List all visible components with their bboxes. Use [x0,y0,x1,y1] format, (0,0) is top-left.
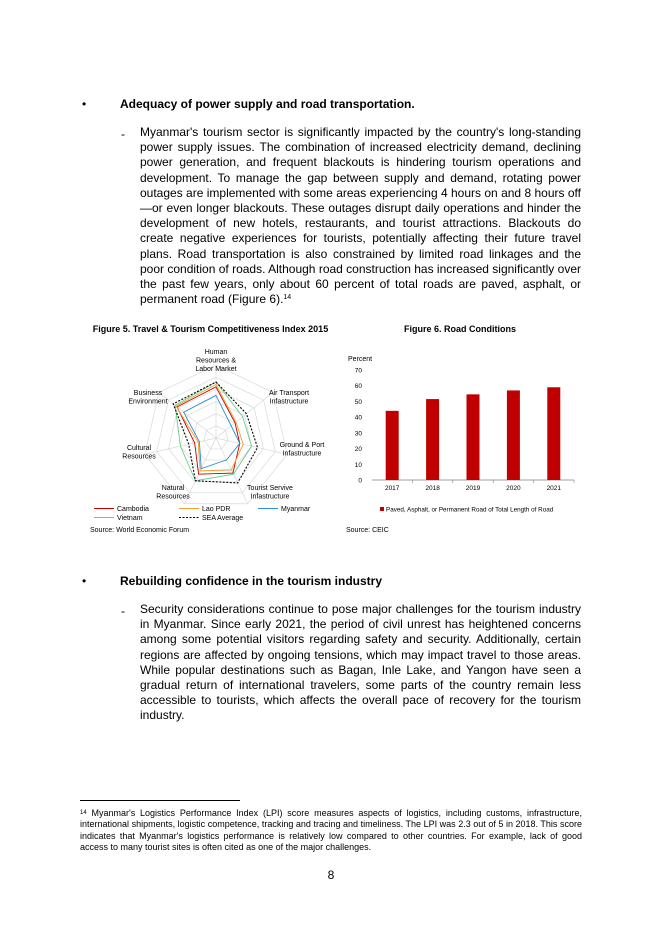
radar-axis-label-line: Environment [128,398,168,406]
dash-marker: - [121,604,125,618]
radar-axis-label [247,485,293,501]
dash-marker: - [121,127,125,141]
radar-axis-label-line: Human [204,349,228,356]
y-tick-label: 50 [354,398,362,406]
page-number: 8 [327,868,335,882]
radar-axis-label-line: Resources [122,453,156,461]
radar-axis-label-line: Infastructure [269,398,309,406]
bullet-marker: • [82,97,87,111]
x-tick-label: 2021 [546,485,562,492]
section-heading-confidence: Rebuilding confidence in the tourism industry [120,574,383,588]
legend-label: Cambodia [117,506,149,513]
legend-label: SEA Average [202,515,244,522]
radar-axis-label-line: Infastructure [282,450,322,458]
footnote [80,808,582,853]
footnote-mark: 14 [80,810,87,816]
radar-axis-label-line: Labor Market [195,366,237,373]
y-tick-label: 30 [354,430,362,438]
bullet-marker: • [82,574,87,588]
figure-6-title: Figure 6. Road Conditions [404,324,516,334]
y-tick-label: 0 [358,477,362,485]
bar-2019 [467,394,480,480]
radar-axis-label [122,445,156,461]
section-heading-power-road: Adequacy of power supply and road transportation. [120,97,415,111]
legend-label: Paved, Asphalt, or Permanent Road of Total Length of Road [386,506,554,514]
paragraph-power-road [140,125,581,307]
radar-axis-label [269,390,309,406]
footnote-reference: 14 [283,294,292,302]
legend-label: Myanmar [281,506,311,513]
radar-axis-label-line: Resources & [195,357,237,365]
radar-axis-label [128,390,167,406]
footnote-text: Myanmar's Logistics Performance Index (LPI) score measures aspects of logistics, including customs, infrastructure, international shipments, logistic competence, tracking and tracing and timeliness. The LPI was 2.3 out of 5 in 2018. This score indicates that Myanmar's logistics performance is relatively low compared to other countries. For example, lack of good access to many tourist sites is often cited as one of the major challenges. [80,808,582,852]
radar-axis-label-line: Cultural [126,445,152,452]
radar-axis-label-line: Infastructure [250,493,290,501]
y-tick-label: 70 [354,367,362,375]
paragraph-confidence: Security considerations continue to pose major challenges for the tourism industry in Myanmar. Since early 2021, the period of civil unrest has heightened concerns among some potential visitors regarding safety and security. Additionally, certain regions are affected by ongoing tensions, which may impact travel to those areas. While popular destinations such as Bagan, Inle Lake, and Yangon have seen a gradual return of international travelers, some parts of the country remain less accessible to tourists, which affects the overall pace of recovery for the tourism industry. [140,602,581,723]
y-tick-label: 40 [354,414,362,422]
figure-6-source: Source: CEIC [346,527,389,534]
figure-5-source: Source: World Economic Forum [90,527,190,534]
legend-swatch [380,507,384,511]
y-tick-label: 10 [354,461,362,469]
radar-chart [84,344,344,530]
y-tick-label: 60 [354,383,362,391]
bar-chart [344,350,584,518]
radar-axis-label [280,442,325,458]
legend-label: Lao PDR [202,506,231,513]
radar-axis-label-line: Resources [156,493,190,501]
radar-axis-label [195,349,236,373]
y-tick-label: 20 [354,446,362,454]
x-tick-label: 2017 [384,485,400,492]
x-tick-label: 2018 [425,485,440,492]
bar-2021 [547,387,560,480]
radar-axis-label-line: Ground & Port [279,442,325,449]
bar-2020 [507,390,520,480]
bar-2018 [426,399,439,480]
y-axis-title: Percent [348,356,373,363]
radar-spoke [216,392,273,438]
radar-axis-label-line: Tourist Servive [247,485,293,492]
x-tick-label: 2019 [465,485,481,492]
footnote-rule [80,800,240,801]
bar-2017 [386,411,399,480]
figure-5-title: Figure 5. Travel & Tourism Competitiveness Index 2015 [92,324,329,334]
radar-axis-label-line: Business [133,390,163,397]
radar-axis-label-line: Natural [161,485,185,492]
paragraph-text: Myanmar's tourism sector is significantly impacted by the country's long-standing power supply issues. The combination of increased electricity demand, declining power generation, and frequent blackouts is hindering tourism operations and development. To manage the gap between supply and demand, rotating power outages are implemented with some areas experiencing 4 hours on and 8 hours off—or even longer blackouts. These outages disrupt daily operations and hinder the development of new hotels, restaurants, and tourist attractions. Blackouts do create negative experiences for tourists, potentially affecting their future travel plans. Road transportation is also constrained by limited road linkages and the poor condition of roads. Although road construction has increased significantly over the past few years, only about 60 percent of total roads are paved, asphalt, or permanent road (Figure 6). [140,125,581,307]
radar-series-sea-average [173,382,257,483]
radar-axis-label-line: Air Transport [268,390,310,397]
legend-label: Vietnam [117,515,143,522]
x-tick-label: 2020 [506,485,521,492]
